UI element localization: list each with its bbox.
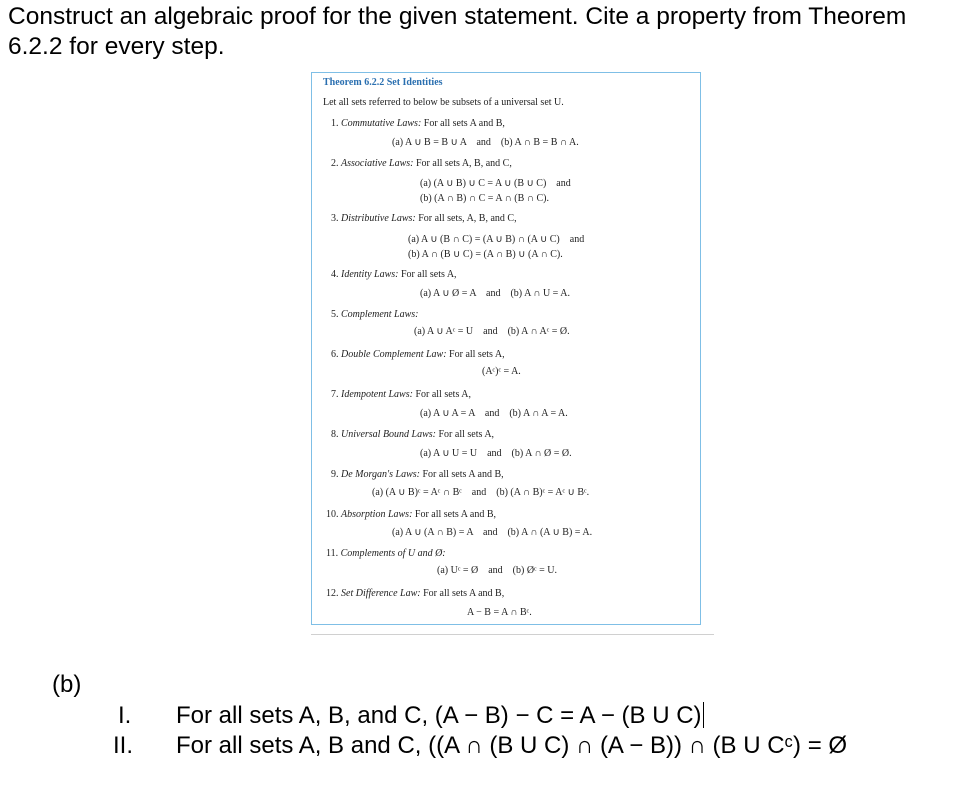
law-header — [326, 509, 496, 520]
law-header — [331, 469, 504, 480]
law-statement: (b) (A ∩ B) ∩ C = A ∩ (B ∩ C). — [420, 193, 549, 204]
law-header — [331, 309, 419, 320]
law-name: Identity Laws: — [341, 269, 399, 280]
law-number: 6. — [331, 349, 341, 360]
law-number: 1. — [331, 118, 341, 129]
statement-1[interactable] — [176, 701, 704, 731]
law-statement: A − B = A ∩ Bᶜ. — [467, 607, 532, 618]
law-number: 4. — [331, 269, 341, 280]
law-number: 2. — [331, 158, 341, 169]
law-desc: For all sets, A, B, and C, — [415, 213, 517, 224]
law-name: Associative Laws: — [341, 158, 414, 169]
instruction — [8, 2, 969, 62]
law-number: 12. — [326, 588, 341, 599]
law-number: 10. — [326, 509, 341, 520]
law-header — [331, 389, 471, 400]
law-name: Idempotent Laws: — [341, 389, 413, 400]
law-desc: For all sets A and B, — [420, 588, 505, 599]
law-name: Double Complement Law: — [341, 349, 447, 360]
law-number: 11. — [326, 548, 341, 559]
law-number: 9. — [331, 469, 341, 480]
law-statement: (a) A ∪ U = U and (b) A ∩ Ø = Ø. — [420, 448, 572, 459]
law-header — [331, 349, 505, 360]
divider — [311, 634, 714, 635]
law-name: De Morgan's Laws: — [341, 469, 420, 480]
item-numeral-2: II. — [113, 732, 134, 759]
law-statement: (a) Uᶜ = Ø and (b) Øᶜ = U. — [437, 565, 557, 576]
law-name: Complement Laws: — [341, 309, 419, 320]
law-statement: (a) A ∪ (A ∩ B) = A and (b) A ∩ (A ∪ B) = A. — [392, 527, 593, 538]
law-statement: (a) A ∪ B = B ∪ A and (b) A ∩ B = B ∩ A. — [392, 137, 579, 148]
law-header — [331, 118, 505, 129]
law-header — [331, 269, 457, 280]
part-label: (b) — [52, 671, 82, 698]
law-desc: For all sets A, — [412, 389, 472, 400]
law-name: Absorption Laws: — [341, 509, 413, 520]
law-number: 7. — [331, 389, 341, 400]
instruction-line-1: Construct an algebraic proof for the given statement. Cite a property from Theorem — [8, 3, 907, 30]
law-name: Commutative Laws: — [341, 118, 422, 129]
law-desc: For all sets A and B, — [421, 118, 505, 129]
law-header — [331, 158, 512, 169]
law-desc: For all sets A, — [436, 429, 495, 440]
law-number: 5. — [331, 309, 341, 320]
law-desc: For all sets A and B, — [420, 469, 504, 480]
law-statement: (a) A ∪ Ø = A and (b) A ∩ U = A. — [420, 288, 570, 299]
law-name: Universal Bound Laws: — [341, 429, 436, 440]
law-header — [331, 429, 494, 440]
instruction-line-2: 6.2.2 for every step. — [8, 33, 225, 60]
law-header — [326, 548, 446, 559]
law-desc: For all sets A, — [398, 269, 457, 280]
law-header — [331, 213, 517, 224]
law-statement: (a) A ∪ A = A and (b) A ∩ A = A. — [420, 408, 568, 419]
law-name: Set Difference Law: — [341, 588, 421, 599]
law-desc: For all sets A, — [446, 349, 505, 360]
statement-2[interactable]: For all sets A, B and C, ((A ∩ (B U C) ∩ (A − B)) ∩ (B U Cᶜ) = Ø — [176, 732, 848, 759]
law-statement: (a) (A ∪ B)ᶜ = Aᶜ ∩ Bᶜ and (b) (A ∩ B)ᶜ = Aᶜ ∪ Bᶜ. — [372, 487, 590, 498]
law-statement: (Aᶜ)ᶜ = A. — [482, 366, 521, 377]
statement-1-text: For all sets A, B, and C, (A − B) − C = A − (B U C) — [176, 702, 702, 729]
theorem-title: Theorem 6.2.2 Set Identities — [323, 77, 443, 88]
law-statement: (a) A ∪ Aᶜ = U and (b) A ∩ Aᶜ = Ø. — [414, 326, 570, 337]
law-name: Complements of U and Ø: — [340, 548, 446, 559]
item-numeral-1: I. — [118, 702, 132, 729]
law-statement: (b) A ∩ (B ∪ C) = (A ∩ B) ∪ (A ∩ C). — [408, 249, 563, 260]
law-statement: (a) A ∪ (B ∩ C) = (A ∪ B) ∩ (A ∪ C) and — [408, 234, 585, 245]
theorem-box — [311, 72, 701, 625]
law-desc: For all sets A, B, and C, — [413, 158, 512, 169]
law-statement: (a) (A ∪ B) ∪ C = A ∪ (B ∪ C) and — [420, 178, 571, 189]
text-cursor — [703, 702, 704, 728]
law-number: 8. — [331, 429, 341, 440]
law-header — [326, 588, 504, 599]
theorem-intro: Let all sets referred to below be subsets of a universal set U. — [323, 97, 564, 108]
law-number: 3. — [331, 213, 341, 224]
law-name: Distributive Laws: — [341, 213, 416, 224]
law-desc: For all sets A and B, — [412, 509, 497, 520]
